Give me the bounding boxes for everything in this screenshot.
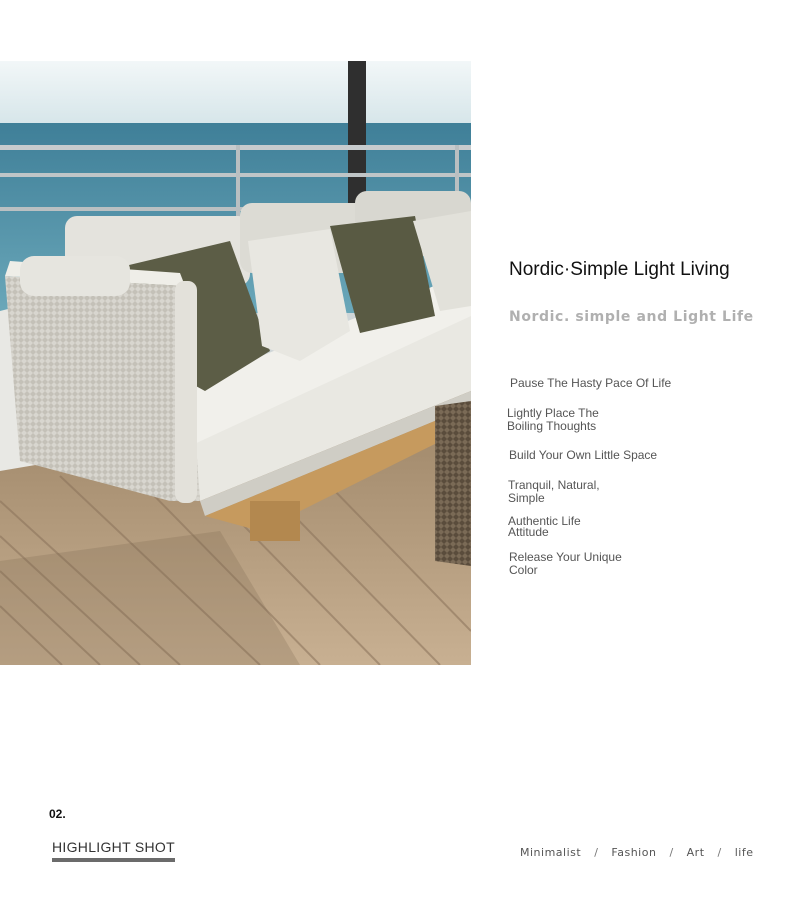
nav-separator: / xyxy=(669,846,674,859)
footer-nav-item-fashion[interactable]: Fashion xyxy=(611,846,657,859)
section-title: HIGHLIGHT SHOT xyxy=(52,839,175,855)
sofa-photo xyxy=(0,61,471,665)
feature-item: Pause The Hasty Pace Of Life xyxy=(510,376,672,390)
feature-item: Build Your Own Little Space xyxy=(509,448,658,462)
feature-item: Release Your Unique Color xyxy=(509,550,622,577)
hero-subtitle: Nordic. simple and Light Life xyxy=(509,309,754,325)
feature-item: Authentic Life Attitude xyxy=(508,514,581,539)
feature-item: Lightly Place The Boiling Thoughts xyxy=(507,406,599,433)
footer-nav-item-minimalist[interactable]: Minimalist xyxy=(520,846,582,859)
nav-separator: / xyxy=(717,846,722,859)
footer-nav-item-art[interactable]: Art xyxy=(686,846,705,859)
section-title-underline xyxy=(52,858,175,862)
section-number: 02. xyxy=(49,807,66,821)
footer-nav xyxy=(520,846,754,859)
feature-item: Tranquil, Natural, Simple xyxy=(508,478,600,505)
footer-nav-item-life[interactable]: life xyxy=(734,846,754,859)
nav-separator: / xyxy=(594,846,599,859)
hero-title: Nordic·Simple Light Living xyxy=(509,259,730,280)
